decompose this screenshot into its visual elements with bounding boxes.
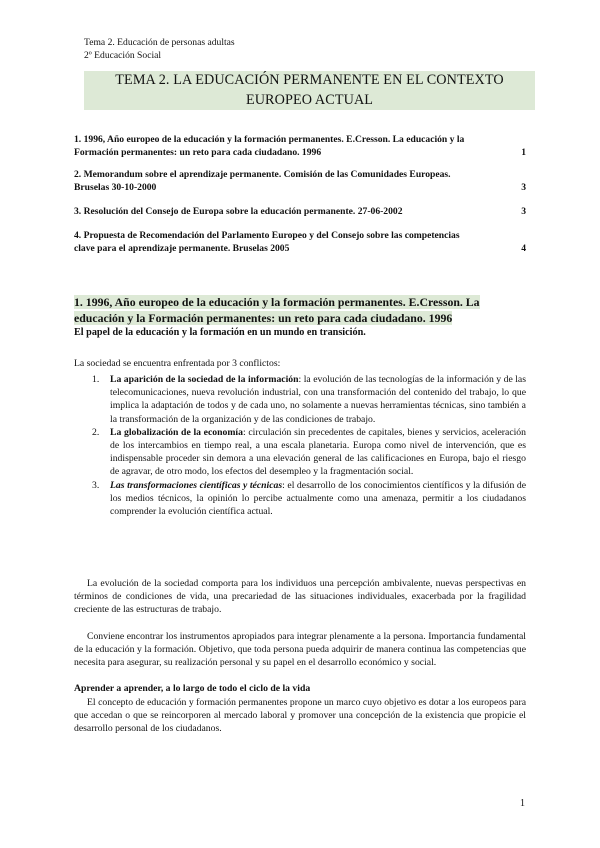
list-term: Las transformaciones científicas y técnicas [110,479,283,491]
toc-entry-text: Bruselas 30-10-2000 [74,182,157,193]
paragraph-instruments: Conviene encontrar los instrumentos apropiados para integrar plenamente a la persona. Importancia fundamental de la educación y la formación. Objetivo, que toda persona pueda adquirir de manera continua las competencias que necesita para asegurar, su realización personal y su papel en el desarrollo económico y social. [74,631,526,669]
intro-text: La sociedad se encuentra enfrentada por 3 conflictos: [74,358,281,369]
section-subheading: El papel de la educación y la formación en un mundo en transición. [74,327,366,338]
toc-entry-text: 3. Resolución del Consejo de Europa sobre la educación permanente. 27-06-2002 [74,206,403,217]
page-number: 1 [520,798,525,809]
toc-entry-text: clave para el aprendizaje permanente. Bruselas 2005 [74,243,290,254]
toc-entry-text: 1. 1996, Año europeo de la educación y la formación permanentes. E.Cresson. La educación y la [74,134,465,145]
list-text: : el desarrollo de los conocimientos científicos y la difusión de los medios técnicos, la opinión lo percibe actualmente como una amenaza, permitir a los ciudadanos comprender la evolución científica actual. [110,479,527,518]
header-course: Tema 2. Educación de personas adultas [84,37,235,48]
toc-page-number: 3 [521,206,526,217]
list-text: : circulación sin precedentes de capitales, bienes y servicios, aceleración de los intercambios en tiempo real, a una escala planetaria. Europa como nivel de intervención, que es indispensable proceder sin demora a una elevación general de las calificaciones en Europa, bajo el riesgo de agravar, de otro modo, los efectos del desempleo y la fragmentación social. [110,426,526,478]
list-item [92,426,526,479]
toc-entry-text: 4. Propuesta de Recomendación del Parlamento Europeo y del Consejo sobre las competencias [74,230,460,241]
toc-entry-1[interactable] [74,133,526,159]
list-number: 1. [92,374,100,385]
section-heading-line-1: 1. 1996, Año europeo de la educación y la formación permanentes. E.Cresson. La [74,295,480,309]
toc-page-number: 4 [521,243,526,254]
list-item [92,373,526,426]
list-term: La aparición de la sociedad de la información [110,374,299,385]
toc-entry-2[interactable] [74,168,526,194]
list-text: : la evolución de las tecnologías de la información y de las telecomunicaciones, nueva revolución industrial, con una transformación del contenido del trabajo, lo que implica la adaptación de todos y de cada uno, no solamente a nuevas herramientas técnicas, sino también a la transformación de la organización y de las condiciones de trabajo. [110,374,527,425]
toc-entry-text: Formación permanentes: un reto para cada ciudadano. 1996 [74,147,322,158]
paragraph-society: La evolución de la sociedad comporta para los individuos una percepción ambivalente, nuevas perspectivas en términos de condiciones de vida, una precariedad de las situaciones individuales, exacerbada por la fragilidad creciente de las estructuras de trabajo. [74,578,526,616]
conflicts-list [92,373,526,518]
list-item [92,479,526,519]
list-number: 3. [92,479,100,491]
section-1-heading [74,294,526,340]
toc-entry-4[interactable] [74,229,526,255]
learn-section [74,682,526,695]
list-number: 2. [92,426,100,438]
toc-page-number: 1 [521,147,526,158]
toc-page-number: 3 [521,182,526,193]
toc-entry-text: 2. Memorandum sobre el aprendizaje permanente. Comisión de las Comunidades Europeas. [74,169,451,180]
section-heading-line-2: educación y la Formación permanentes: un reto para cada ciudadano. 1996 [74,311,453,325]
toc-entry-3[interactable] [74,205,526,218]
list-term: La globalización de la economía [110,426,243,438]
running-header [84,36,235,62]
header-degree: 2º Educación Social [84,50,162,61]
document-title [84,71,535,110]
learn-heading: Aprender a aprender, a lo largo de todo el ciclo de la vida [74,683,311,694]
learn-text: El concepto de educación y formación permanentes propone un marco cuyo objetivo es dotar a los europeos para que accedan o que se reincorporen al mercado laboral y promover una concepción de la existencia que propicie el desarrollo personal de los ciudadanos. [74,697,526,735]
title-line-2: EUROPEO ACTUAL [245,91,374,108]
title-line-1: TEMA 2. LA EDUCACIÓN PERMANENTE EN EL CONTEXTO [115,72,504,88]
